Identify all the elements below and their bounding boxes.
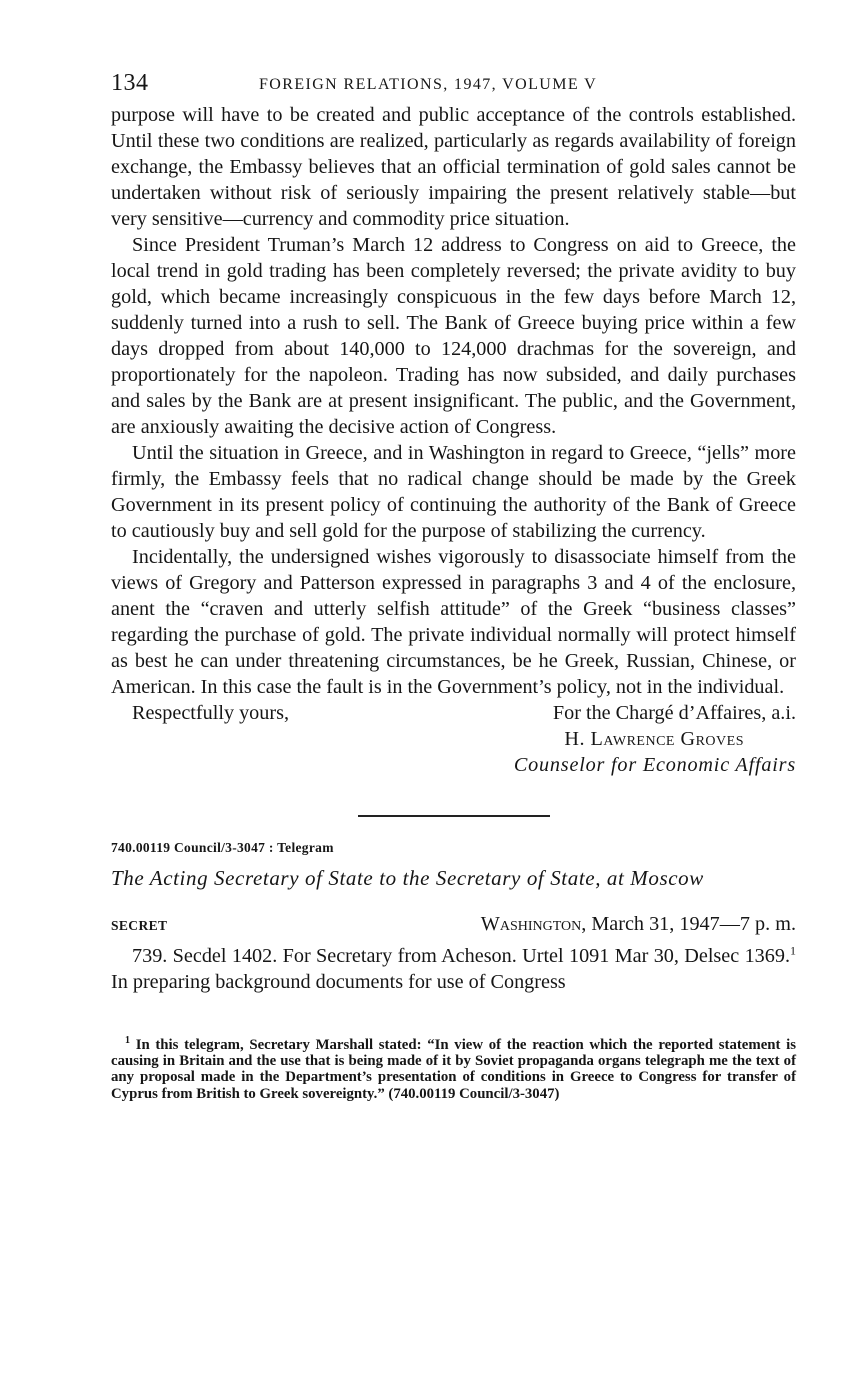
document-title: The Acting Secretary of State to the Secretary of State, at Moscow bbox=[111, 866, 704, 890]
footnote-text: In this telegram, Secretary Marshall stated: “In view of the reaction which the reported statement is causing in Britain and the use that is being made of it by Soviet propaganda organs telegraph me the text of any proposal made in the Department’s presentation of conditions in Greece to Congress for transfer of Cyprus from British to Greek sovereignty.” (740.00119 Council/3-3047) bbox=[111, 1037, 796, 1102]
footnote-reference: 1 bbox=[790, 943, 796, 958]
footnote-separator bbox=[111, 996, 796, 1008]
paragraph-situation-greece: Until the situation in Greece, and in Washington in regard to Greece, “jells” more firmly, the Embassy feels that no radical change should be made by the Greek Government in its present policy of continuing the authority of the Bank of Greece to cautiously buy and sell gold for the purpose of stabilizing the currency. bbox=[111, 442, 796, 542]
paragraph-truman-address: Since President Truman’s March 12 address to Congress on aid to Greece, the local trend in gold trading has been completely reversed; the private avidity to buy gold, which became increasingly conspicuous in the few days before March 12, suddenly turned into a rush to sell. The Bank of Greece buying price within a few days dropped from about 140,000 to 124,000 drachmas for the sovereign, and proportionately for the napoleon. Trading has now subsided, and daily purchases and sales by the Bank are at present insignificant. The public, and the Government, are anxiously awaiting the decisive action of Congress. bbox=[111, 234, 796, 438]
date: , March 31, 1947—7 p. m. bbox=[581, 913, 796, 935]
signature-block bbox=[111, 700, 796, 778]
place: Washington bbox=[480, 913, 582, 935]
charge-line: For the Chargé d’Affaires, a.i. bbox=[552, 702, 796, 724]
signatory-title: Counselor for Economic Affairs bbox=[513, 754, 796, 776]
signatory-name: H. Lawrence Groves bbox=[564, 728, 744, 750]
place-date bbox=[481, 913, 796, 936]
paragraph-incidentally: Incidentally, the undersigned wishes vigorously to disassociate himself from the views of Gregory and Patterson expressed in paragraphs 3 and 4 of the enclosure, anent the “craven and utterly selfish attitude” of the Greek “business classes” regarding the purchase of gold. The private individual normally will protect himself as best he can under threatening circumstances, be he Greek, Russian, Chinese, or American. In this case the fault is in the Government’s policy, not in the individual. bbox=[111, 546, 796, 698]
classification-label: SECRET bbox=[111, 918, 168, 933]
file-reference: 740.00119 Council/3-3047 : Telegram bbox=[111, 840, 334, 855]
dateline bbox=[111, 913, 796, 939]
running-header bbox=[111, 66, 796, 102]
page-number: 134 bbox=[111, 70, 149, 96]
paragraph-continuation: purpose will have to be created and public acceptance of the controls established. Until these two conditions are realized, particularly as regards availability of foreign exchange, the Embassy believes that an official termination of gold sales cannot be undertaken without risk of seriously impairing the present relatively stable—but very sensitive—currency and commodity price situation. bbox=[111, 104, 796, 230]
section-divider bbox=[358, 815, 550, 817]
document-page bbox=[111, 66, 796, 1102]
telegram-text-end: In preparing background documents for use of Congress bbox=[111, 971, 566, 993]
volume-title: FOREIGN RELATIONS, 1947, VOLUME V bbox=[259, 76, 598, 93]
footnote bbox=[111, 1037, 796, 1102]
telegram-text-start: 739. Secdel 1402. For Secretary from Acheson. Urtel 1091 Mar 30, Delsec 1369. bbox=[132, 945, 790, 967]
footnote-marker: 1 bbox=[125, 1035, 130, 1047]
signatory bbox=[514, 700, 796, 778]
telegram-body bbox=[111, 943, 796, 995]
closing-salutation: Respectfully yours, bbox=[132, 702, 289, 724]
